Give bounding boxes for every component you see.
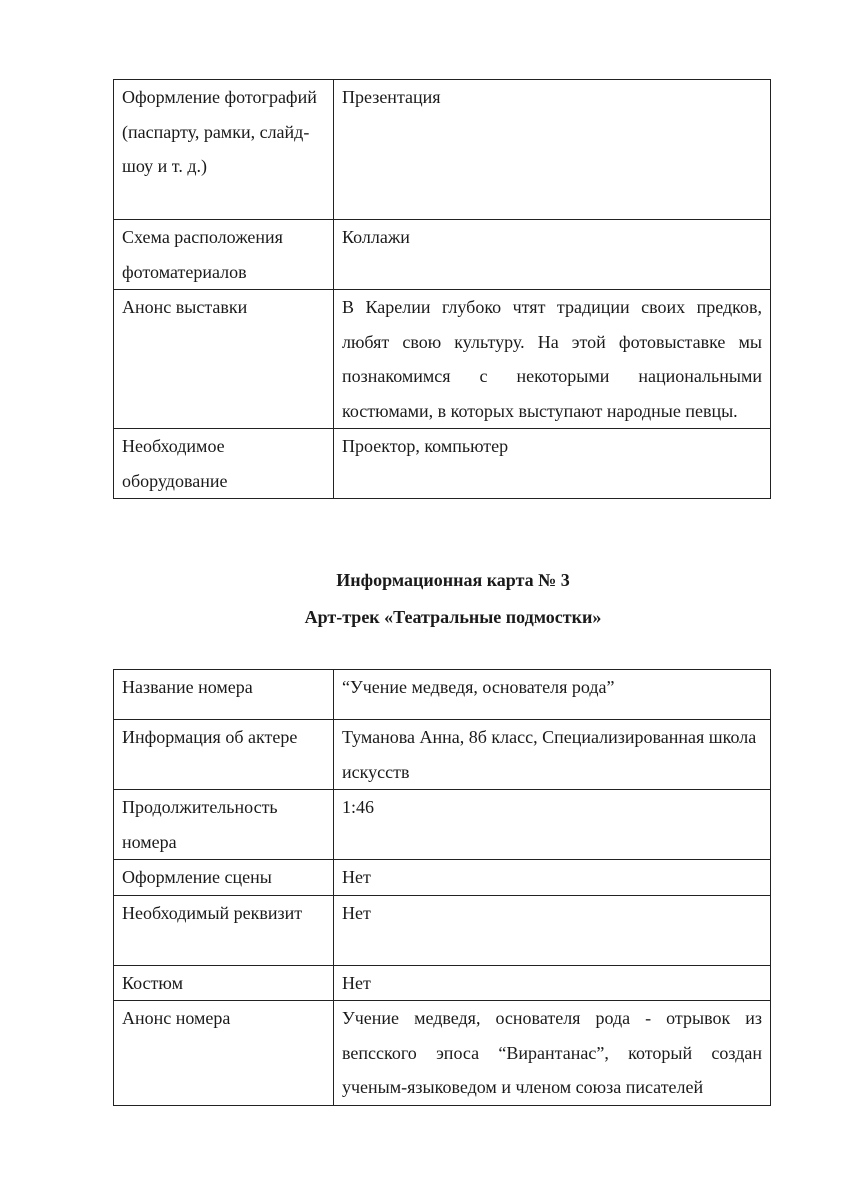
- row-value: Нет: [334, 895, 771, 965]
- info-card-title: Информационная карта № 3: [336, 570, 570, 590]
- row-label: Необходимое оборудование: [114, 429, 334, 499]
- row-value: Нет: [334, 860, 771, 896]
- row-label: Название номера: [114, 670, 334, 720]
- row-label: Анонс выставки: [114, 290, 334, 429]
- table-row: [114, 429, 771, 499]
- row-value: Учение медведя, основателя рода - отрывок из вепсского эпоса “Вирантанас”, который создан ученым-языковедом и членом союза писателей: [334, 1001, 771, 1106]
- row-value: Туманова Анна, 8б класс, Специализированная школа искусств: [334, 720, 771, 790]
- row-label: Анонс номера: [114, 1001, 334, 1106]
- table-row: [114, 670, 771, 720]
- row-value: Презентация: [334, 80, 771, 220]
- row-label: Оформление сцены: [114, 860, 334, 896]
- theatre-number-table: [113, 669, 771, 1106]
- row-value: Проектор, компьютер: [334, 429, 771, 499]
- table-row: [114, 720, 771, 790]
- row-label: Необходимый реквизит: [114, 895, 334, 965]
- table-row: [114, 1001, 771, 1106]
- table-row: [114, 290, 771, 429]
- row-label: Информация об актере: [114, 720, 334, 790]
- row-value: В Карелии глубоко чтят традиции своих предков, любят свою культуру. На этой фотовыставке мы познакомимся с некоторыми национальными костюмами, в которых выступают народные певцы.: [334, 290, 771, 429]
- row-label: Продолжительность номера: [114, 790, 334, 860]
- row-label: Костюм: [114, 965, 334, 1001]
- table-row: [114, 790, 771, 860]
- row-value: 1:46: [334, 790, 771, 860]
- row-value: Нет: [334, 965, 771, 1001]
- row-label: Схема расположения фотоматериалов: [114, 220, 334, 290]
- row-label: Оформление фотографий (паспарту, рамки, слайд-шоу и т. д.): [114, 80, 334, 220]
- table-row: [114, 860, 771, 896]
- row-value: “Учение медведя, основателя рода”: [334, 670, 771, 720]
- photo-exhibition-table: [113, 79, 771, 499]
- table-row: [114, 220, 771, 290]
- art-track-subtitle: Арт-трек «Театральные подмостки»: [304, 607, 602, 627]
- table-row: [114, 965, 771, 1001]
- table-row: [114, 895, 771, 965]
- table-row: [114, 80, 771, 220]
- row-value: Коллажи: [334, 220, 771, 290]
